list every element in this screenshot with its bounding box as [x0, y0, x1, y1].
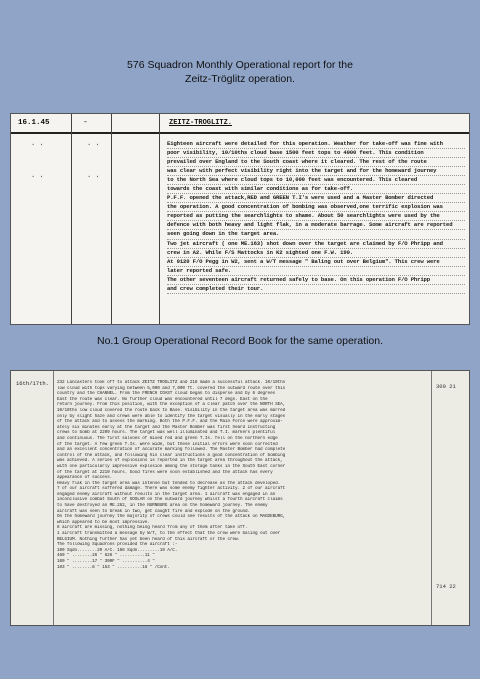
text-line: with one particularly impressive explosion among the storage tanks in the South East corner	[57, 463, 286, 469]
text-line: poor visibility, 10/10ths cloud base 1500 feet tops to 4000 feet. This condition	[167, 149, 465, 158]
text-line: 7 of our aircraft suffered damage. There was some enemy fighter activity. 2 of our aircraft	[57, 486, 286, 492]
text-line: was achieved. A series of explosions is reported in the target area throughout the attack,	[57, 458, 283, 464]
top-caption-line-1: 576 Squadron Monthly Operational report for the	[127, 59, 353, 71]
text-line: East the route was clear. No further cloud was encountered until 7 degs. East on the	[57, 396, 268, 402]
squadron-report-text	[167, 140, 465, 294]
text-line: to the North Sea where cloud tops to 10,000 feet was encountered. This cleared	[167, 176, 465, 185]
text-line: ately six minutes early at the target and the Master Bomber was first heard instructing	[57, 424, 276, 430]
text-line: reported as putting the searchlights to shame. About 50 searchlights were used by the	[167, 212, 465, 221]
top-caption-line-2: Zeitz-Tröglitz operation.	[185, 73, 295, 86]
column-divider	[431, 371, 432, 625]
top-caption	[0, 58, 480, 86]
text-line: inconclusive combat South of GOSLAR on the outward journey whilst a fourth aircraft claims	[57, 497, 283, 503]
text-line: control of the attack, and following his clear instructions a good concentration of bombing	[57, 452, 286, 458]
text-line: appearance of success.	[57, 475, 113, 481]
text-line: On the homeward journey the majority of crews could see results of the attack on MAGDEBURG,	[57, 514, 286, 520]
text-line: country and the CHANNEL. From the FRENCH COAST cloud began to disperse and by 6 degrees	[57, 391, 276, 397]
squadron-report-operation: ZEITZ-TROGLITZ.	[169, 119, 233, 127]
text-line: Two jet aircraft ( one ME.163) shot down over the target are claimed by F/O Phripp and	[167, 240, 465, 249]
text-line: towards the coast with similar conditions as for take-off.	[167, 185, 465, 194]
text-line: BELGIUM. Nothing further has yet been heard of this aircraft or the crew.	[57, 536, 240, 542]
text-line: 10/10ths low cloud covered the route back to Base. Visibility in the target area was marred	[57, 407, 286, 413]
text-line: Heavy flak in the target area was intense but tended to decrease as the attack developed.	[57, 480, 281, 486]
text-line: return journey. From this position, with the exception of a clear patch over the NORTH SEA,	[57, 402, 286, 408]
text-line: later reported safe.	[167, 267, 465, 276]
text-line: 1 aircraft transmitted a message by W/T, to the effect that the crew were baling out over	[57, 531, 281, 537]
text-line: 8 aircraft are missing, nothing being heard from any of them after take off.	[57, 525, 248, 531]
text-line: Eighteen aircraft were detailed for this operation. Weather for take-off was fine with	[167, 140, 465, 149]
text-line: to have destroyed an ME.262, in the NURNBURG area on the homeward journey. The enemy	[57, 503, 268, 509]
text-line: and continuous. The first salvoes of mixed red and green T.Is. fell on the northern edge	[57, 435, 278, 441]
text-line: 100 Sqdn........20 A/C. 166 Sqdn.........19 A/C.	[57, 547, 178, 553]
text-line: prevailed over England to the South coast where it cleared. The rest of the route	[167, 158, 465, 167]
column-divider	[71, 114, 72, 324]
column-divider	[111, 114, 112, 324]
ditto-marks: . .	[87, 172, 100, 180]
text-line: 460 " ........26 " 626 " ..........11 "	[57, 553, 155, 559]
text-line: engaged enemy aircraft without results in the target area. 1 aircraft was engaged in an	[57, 491, 276, 497]
text-line: of the target at 2219 hours. Good fires were soon established and the attack has every	[57, 469, 273, 475]
squadron-report-dash: -	[83, 118, 88, 127]
text-line: crews to bomb at 2209 hours. The target was well illuminated and T.I. markers plentiful	[57, 430, 276, 436]
text-line: was clear with perfect visibility right into the target and for the homeward journey	[167, 167, 465, 176]
text-line: 103 " ........8 " 153 " ..........16 " /Cont.	[57, 564, 170, 570]
squadron-report-scan	[10, 113, 470, 325]
column-divider	[159, 114, 160, 324]
text-line: the operation. A good concentration of bombing was observed,one terrific explosion was	[167, 203, 465, 212]
text-line: seen going down in the target area.	[167, 230, 465, 239]
group-record-scan	[10, 370, 470, 626]
group-record-date: 16th/17th.	[16, 380, 50, 387]
text-line: which appeared to be most impressive.	[57, 519, 150, 525]
text-line: The following Squadrons provided the aircraft :-	[57, 542, 178, 548]
page-reference-top: 300 21	[436, 383, 456, 390]
ditto-marks: . .	[31, 140, 44, 148]
bottom-caption: No.1 Group Operational Record Book for the same operation.	[97, 335, 383, 347]
text-line: The other seventeen aircraft returned safely to base. On this operation F/O Phripp	[167, 276, 465, 285]
column-divider	[53, 371, 54, 625]
text-line: crew in A2. While F/S Mattocks in K2 sighted one F.W. 190.	[167, 249, 465, 258]
text-line: defence with both heavy and light flak, in a moderate barrage. Some aircraft are reported	[167, 221, 465, 230]
text-line: of the attack and to assess the marking. Both the P.F.F. and the Main Force were approxim-	[57, 419, 283, 425]
ditto-marks: . .	[87, 140, 100, 148]
text-line: 100 " ........17 " 300F " ..........4 "	[57, 559, 155, 564]
text-line: low cloud with tops varying between 5,000 and 7,000 ft. covered the outward route over this	[57, 385, 286, 391]
squadron-report-date: 16.1.45	[18, 119, 50, 127]
page-reference-bottom: 714 22	[436, 583, 456, 590]
text-line: 232 Lancasters took off to attack ZEITZ TROGLITZ and 218 made a successful attack. 10/10ths	[57, 380, 286, 385]
text-line: and an excellent concentration of accurate marking followed. The Master Bomber had complete	[57, 447, 286, 453]
text-line: only by slight haze and crews were able to identify the target visually in the early stages	[57, 413, 286, 419]
ditto-marks: . .	[31, 172, 44, 180]
group-record-text	[57, 380, 427, 570]
text-line: P.F.F. opened the attack,RED and GREEN T.I's were used and a Master Bomber directed	[167, 194, 465, 203]
squadron-report-header-rule	[11, 114, 469, 134]
text-line: At 0120 F/O Pegg in W2, sent a W/T message " Baling out over Belgium". This crew were	[167, 258, 465, 267]
text-line: aircraft was seen to break in two, get caught fire and explode on the ground.	[57, 508, 251, 514]
text-line: of the target. A few green T.Is. were wide, but these initial errors were soon corrected	[57, 441, 278, 447]
text-line: and crew completed their tour.	[167, 285, 465, 294]
